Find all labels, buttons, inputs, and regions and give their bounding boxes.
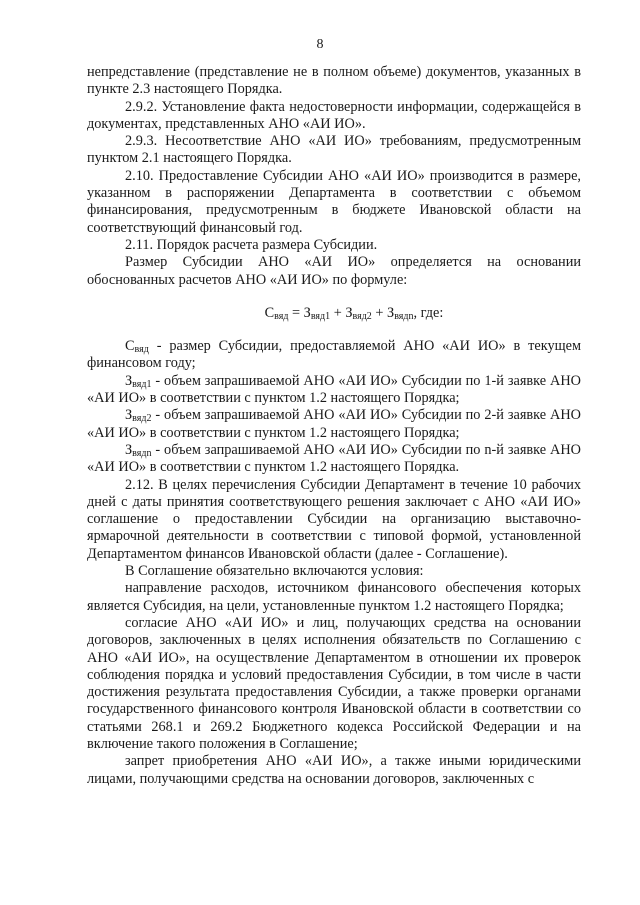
definition-z1 [87, 373, 581, 408]
formula-plus-1: + [330, 304, 346, 321]
condition-consent: согласие АНО «АИ ИО» и лиц, получающих средства на основании договоров, заключенных в целях исполнения обязательств по Соглашению с АНО «АИ ИО», на осуществление Департаментом в отношении их проверок соблюдения порядка и условий предоставления Субсидии, в том числе в части достижения результата предоставления Субсидии, а также проверки органами государственного финансового контроля Ивановской области в соответствии со статьями 268.1 и 269.2 Бюджетного кодекса Российской Федерации и на включение такого положения в Соглашение; [87, 614, 581, 752]
formula-zn: З [387, 304, 395, 321]
def-c-text: - размер Субсидии, предоставляемой АНО «АИ ИО» в текущем финансовом году; [87, 338, 581, 372]
condition-expense-direction: направление расходов, источником финансового обеспечения которых является Субсидия, на цели, установленные пунктом 1.2 настоящего Порядка; [87, 580, 581, 614]
paragraph-2-10: 2.10. Предоставление Субсидии АНО «АИ ИО» производится в размере, указанном в распоряжении Департамента в соответствии с объемом финансирования, предусмотренным в бюджете Ивановской области на соответствующий финансовый год. [87, 167, 581, 236]
paragraph-subsidy-size: Размер Субсидии АНО «АИ ИО» определяется на основании обоснованных расчетов АНО «АИ ИО» по формуле: [87, 254, 581, 288]
def-c-symbol: С [125, 338, 135, 355]
def-z1-sub: вяд1 [132, 378, 152, 390]
formula-z1-sub: вяд1 [310, 310, 331, 322]
paragraph-2-12: 2.12. В целях перечисления Субсидии Департамент в течение 10 рабочих дней с даты принятия соответствующего решения заключает с АНО «АИ ИО» соглашение о предоставлении Субсидии на организацию выставочно-ярмарочной деятельности в соответствии с типовой формой, установленной Департаментом финансов Ивановской области (далее - Соглашение). [87, 476, 581, 562]
def-z2-symbol: З [125, 407, 133, 424]
formula-eq: = [288, 304, 304, 321]
formula-z2-sub: вяд2 [352, 310, 372, 322]
paragraph-2-11: 2.11. Порядок расчета размера Субсидии. [125, 236, 378, 253]
definition-zn [87, 442, 581, 477]
definition-z2 [87, 407, 581, 442]
definition-c [87, 338, 581, 373]
paragraph-2-9-3: 2.9.3. Несоответствие АНО «АИ ИО» требованиям, предусмотренным пунктом 2.1 настоящего Порядка. [87, 133, 581, 167]
def-zn-sub: вядn [132, 447, 152, 459]
formula-tail: , где: [413, 304, 444, 321]
paragraph-continuation: непредставление (представление не в полном объеме) документов, указанных в пункте 2.3 настоящего Порядка. [87, 64, 581, 98]
formula-z2: З [345, 304, 353, 321]
def-z1-text: - объем запрашиваемой АНО «АИ ИО» Субсидии по 1-й заявке АНО «АИ ИО» в соответствии с пунктом 1.2 настоящего Порядка; [87, 372, 581, 407]
def-z1-symbol: З [125, 372, 133, 389]
formula-plus-2: + [371, 304, 388, 321]
paragraph-conditions-intro: В Соглашение обязательно включаются условия: [125, 563, 424, 580]
paragraph-2-9-2: 2.9.2. Установление факта недостоверности информации, содержащейся в документах, представленных АНО «АИ ИО». [87, 98, 581, 132]
formula-z1: З [303, 304, 311, 321]
def-z2-sub: вяд2 [132, 413, 152, 425]
condition-prohibition: запрет приобретения АНО «АИ ИО», а также иными юридическими лицами, получающими средства на основании договоров, заключенных с [87, 753, 581, 787]
def-zn-symbol: З [125, 441, 133, 458]
formula-c-sub: вяд [274, 310, 289, 322]
page-number: 8 [316, 37, 324, 52]
document-body [87, 64, 581, 788]
formula-c: С [264, 304, 275, 321]
subsidy-formula [87, 305, 581, 322]
def-zn-text: - объем запрашиваемой АНО «АИ ИО» Субсидии по n-й заявке АНО «АИ ИО» в соответствии с пунктом 1.2 настоящего Порядка. [87, 441, 581, 476]
def-c-sub: вяд [134, 344, 149, 356]
formula-zn-sub: вядn [394, 310, 414, 322]
def-z2-text: - объем запрашиваемой АНО «АИ ИО» Субсидии по 2-й заявке АНО «АИ ИО» в соответствии с пунктом 1.2 настоящего Порядка; [87, 407, 581, 441]
